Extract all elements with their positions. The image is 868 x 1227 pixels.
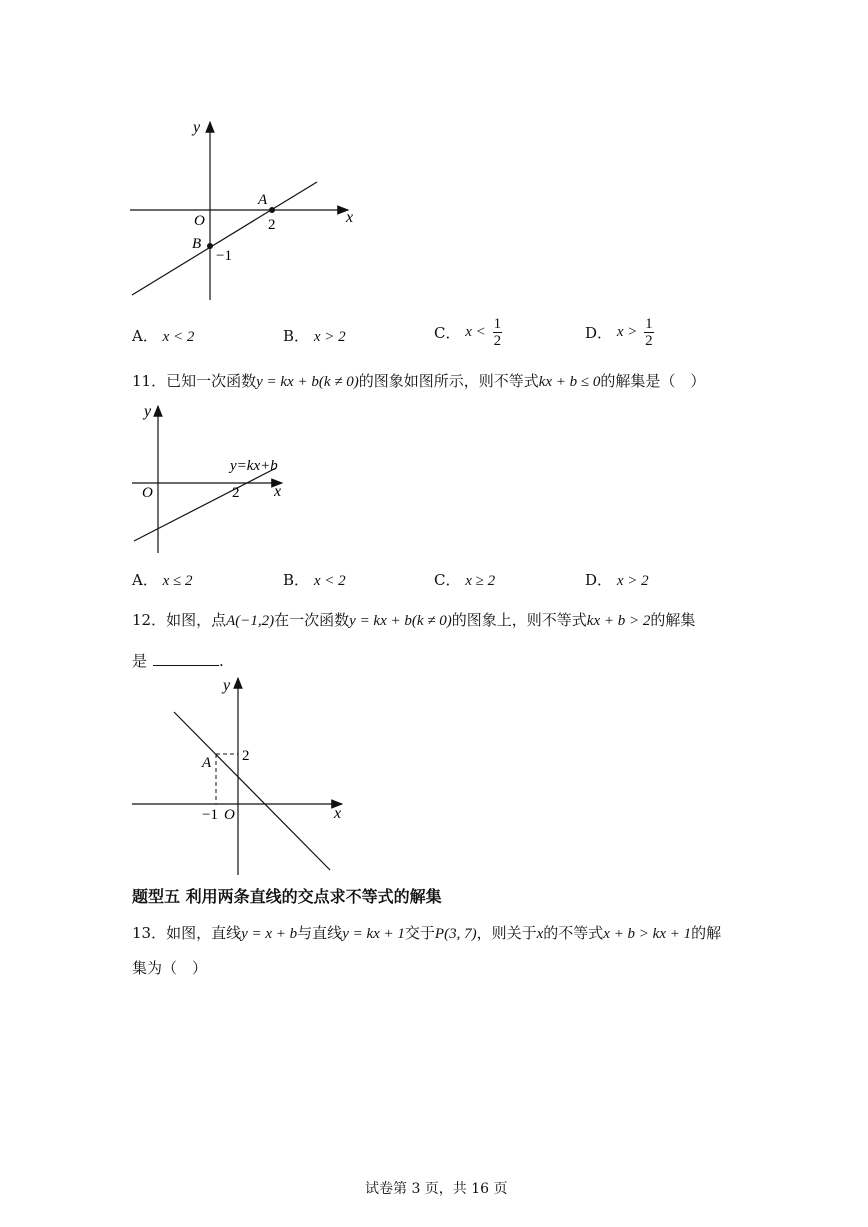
question-text: 如图，点 (166, 611, 227, 629)
question-text: 是 (132, 652, 148, 670)
question-text: 的图象如图所示，则不等式 (358, 372, 539, 390)
math-point: P(3, 7) (434, 926, 477, 942)
question-12-line2 (132, 650, 224, 671)
math-variable: x (536, 926, 544, 942)
q10-choice-d[interactable] (585, 316, 654, 349)
fraction-numerator: 1 (493, 316, 502, 332)
math-condition: (k ≠ 0) (411, 613, 452, 629)
y-axis-label: y (223, 677, 231, 694)
choice-expr: x > 2 (616, 573, 649, 589)
math-inequality: kx + b ≤ 0 (538, 374, 601, 390)
question-text: 的不等式 (543, 924, 604, 942)
origin-label: O (224, 807, 235, 823)
choice-letter: C． (434, 324, 461, 342)
question-number: 11． (132, 372, 167, 390)
tick-label-neg1: −1 (202, 807, 218, 823)
q11-choice-d[interactable] (585, 569, 649, 590)
fraction-denominator: 2 (493, 333, 502, 349)
tick-label-2: 2 (268, 217, 276, 233)
graph-1 (120, 110, 370, 310)
choice-letter: D． (585, 324, 613, 342)
math-point: A(−1,2) (226, 613, 275, 629)
question-text: 与直线 (297, 924, 343, 942)
question-text: 已知一次函数 (166, 372, 257, 390)
question-13-line2 (132, 957, 207, 978)
question-text: . (219, 652, 224, 670)
fraction-numerator: 1 (645, 316, 653, 332)
question-text: 的解集是（ ） (600, 372, 706, 390)
origin-label: O (142, 485, 153, 501)
math-condition: (k ≠ 0) (318, 374, 359, 390)
choice-expr: x ≤ 2 (162, 573, 193, 589)
math-function: y = kx + b (349, 613, 412, 629)
fraction (644, 316, 654, 349)
y-axis-label: y (193, 119, 201, 136)
x-axis-label: x (346, 209, 354, 226)
fraction (493, 316, 503, 349)
math-line-2: y = kx + 1 (342, 926, 405, 942)
tick-label-2: 2 (242, 748, 250, 764)
question-text: 如图，直线 (166, 924, 242, 942)
question-text: 集为（ ） (132, 959, 208, 977)
graph-3 (124, 672, 354, 877)
choice-expr: x ≥ 2 (465, 573, 496, 589)
math-function: y = kx + b (256, 374, 319, 390)
choice-letter: B． (283, 327, 310, 345)
point-a (269, 207, 275, 213)
choice-expr: x > 2 (313, 329, 346, 345)
question-text: 的解集 (650, 611, 696, 629)
q10-choice-b[interactable] (283, 325, 346, 346)
tick-label-2: 2 (232, 485, 240, 501)
fraction-denominator: 2 (645, 333, 653, 349)
question-text: 的图象上，则不等式 (451, 611, 587, 629)
question-number: 12． (132, 611, 167, 629)
question-number: 13． (132, 924, 167, 942)
question-12 (132, 609, 695, 630)
choice-expr: x < 2 (162, 329, 195, 345)
q10-choice-c[interactable] (434, 316, 502, 349)
question-text: 的解 (691, 924, 722, 942)
question-text: 在一次函数 (274, 611, 350, 629)
math-line-1: y = x + b (241, 926, 298, 942)
q10-choice-a[interactable] (132, 325, 194, 346)
section-heading: 题型五 利用两条直线的交点求不等式的解集 (132, 887, 442, 906)
q11-choice-b[interactable] (283, 569, 346, 590)
answer-blank[interactable] (153, 653, 219, 666)
graph-2 (124, 398, 304, 558)
choice-letter: C． (434, 571, 461, 589)
function-line (174, 712, 330, 870)
choice-expr: x > (616, 324, 638, 340)
x-axis-label: x (334, 805, 342, 822)
question-13 (132, 922, 721, 943)
q11-choice-c[interactable] (434, 569, 495, 590)
line-label: y=kx+b (230, 458, 278, 474)
choice-expr: x < 2 (313, 573, 346, 589)
point-b-label: B (192, 236, 202, 252)
math-inequality: x + b > kx + 1 (603, 926, 692, 942)
q11-choice-a[interactable] (132, 569, 193, 590)
math-inequality: kx + b > 2 (586, 613, 651, 629)
choice-expr: x < (465, 324, 486, 340)
page-footer: 试卷第 3 页，共 16 页 (365, 1181, 508, 1197)
choice-letter: A． (132, 327, 158, 345)
origin-label: O (194, 213, 205, 229)
choice-letter: B． (283, 571, 310, 589)
choice-letter: D． (585, 571, 613, 589)
function-line (134, 468, 276, 541)
question-11 (132, 370, 705, 391)
point-a-label: A (202, 755, 212, 771)
point-b (207, 243, 213, 249)
y-axis-label: y (144, 403, 152, 420)
point-a-label: A (258, 192, 268, 208)
question-text: 交于 (404, 924, 435, 942)
function-line (132, 182, 317, 295)
question-text: ，则关于 (476, 924, 537, 942)
x-axis-label: x (274, 483, 282, 500)
tick-label-neg1: −1 (216, 248, 232, 264)
choice-letter: A． (132, 571, 158, 589)
